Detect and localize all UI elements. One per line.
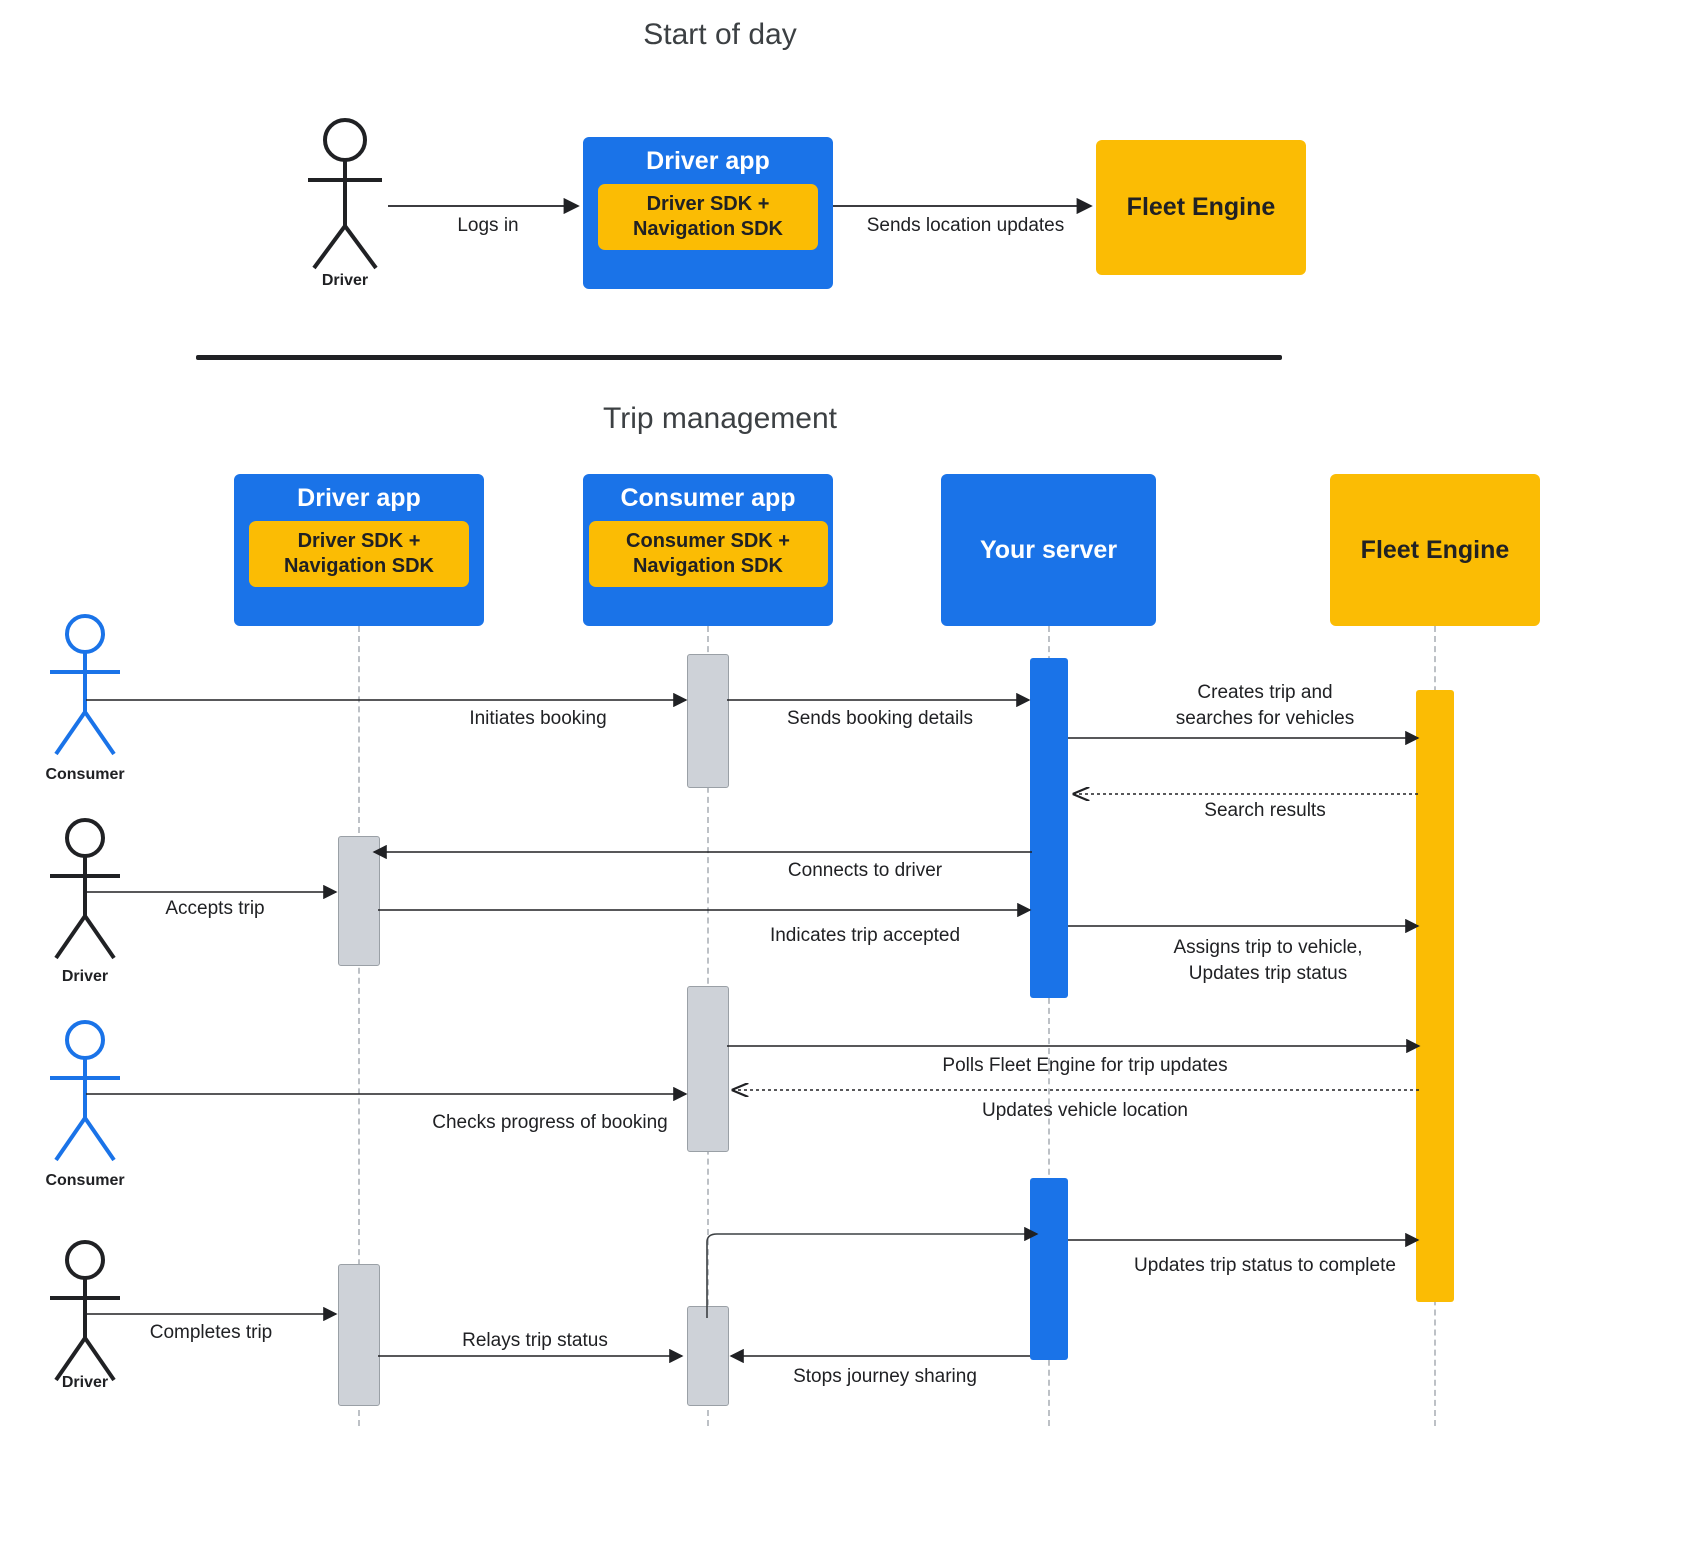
actor-consumer-2-label: Consumer — [45, 1172, 125, 1189]
arrow-connects-to-driver — [370, 844, 1035, 860]
label-creates-trip-l2: searches for vehicles — [1175, 707, 1355, 729]
label-stops-journey-sharing: Stops journey sharing — [793, 1366, 977, 1387]
arrow-logs-in — [388, 196, 588, 216]
arrow-sends-location-updates — [833, 196, 1098, 216]
activation-your-server-1 — [1030, 658, 1068, 998]
actor-driver-1-label: Driver — [61, 968, 109, 985]
participant-consumer-app — [583, 474, 833, 626]
label-sends-location-updates: Sends location updates — [866, 215, 1065, 236]
label-checks-progress: Checks progress of booking — [432, 1112, 668, 1133]
section-divider — [196, 355, 1282, 360]
label-updates-trip-complete: Updates trip status to complete — [1134, 1255, 1396, 1276]
driver-sdk-l2: Navigation SDK — [283, 555, 435, 577]
arrow-initiates-booking — [86, 692, 696, 708]
activation-driver-app-2 — [338, 1264, 380, 1406]
driver-sdk-badge — [598, 184, 818, 250]
arrow-assigns-trip — [1068, 918, 1428, 934]
label-logs-in: Logs in — [457, 215, 519, 236]
label-connects-to-driver: Connects to driver — [787, 860, 943, 881]
label-sends-booking-details: Sends booking details — [787, 708, 973, 729]
participant-consumer-app-title: Consumer app — [620, 484, 796, 512]
label-assigns-trip-l2: Updates trip status — [1188, 962, 1348, 984]
activation-fleet-engine-1 — [1416, 690, 1454, 1302]
arrow-creates-trip — [1068, 730, 1428, 746]
label-assigns-trip-l1: Assigns trip to vehicle, — [1173, 937, 1363, 958]
arrow-indicates-trip-accepted — [378, 902, 1038, 918]
label-polls-fleet-engine: Polls Fleet Engine for trip updates — [942, 1055, 1228, 1076]
consumer-sdk-l2: Navigation SDK — [632, 555, 784, 577]
label-completes-trip: Completes trip — [149, 1322, 273, 1343]
label-indicates-trip-accepted: Indicates trip accepted — [769, 925, 961, 946]
participant-your-server — [941, 474, 1156, 626]
participant-driver-app — [234, 474, 484, 626]
actor-consumer-1-label: Consumer — [45, 766, 125, 783]
arrow-consumer-app-to-server — [707, 1222, 1047, 1332]
label-relays-trip-status: Relays trip status — [462, 1330, 608, 1351]
arrow-updates-vehicle-location — [727, 1082, 1427, 1098]
participant-driver-sdk-badge — [249, 521, 469, 587]
label-initiates-booking: Initiates booking — [469, 708, 607, 729]
arrow-polls-fleet-engine — [727, 1038, 1427, 1054]
consumer-sdk-l1: Consumer SDK + — [626, 530, 790, 552]
participant-fleet-engine: Fleet Engine — [1330, 474, 1540, 626]
box-fleet-engine-start-of-day: Fleet Engine — [1096, 140, 1306, 275]
arrow-stops-journey-sharing — [727, 1348, 1037, 1364]
actor-driver-label: Driver — [321, 272, 369, 289]
arrow-checks-progress — [86, 1086, 696, 1102]
driver-sdk-badge-line2: Navigation SDK — [632, 218, 784, 240]
driver-sdk-l1: Driver SDK + — [297, 530, 421, 552]
actor-driver-2-label: Driver — [61, 1374, 109, 1391]
label-assigns-trip — [1098, 935, 1438, 986]
actor-driver-start-of-day — [300, 118, 390, 278]
participant-your-server-title: Your server — [979, 535, 1118, 564]
label-creates-trip — [1100, 680, 1430, 731]
label-accepts-trip: Accepts trip — [165, 898, 265, 919]
label-creates-trip-l1: Creates trip and — [1197, 682, 1333, 703]
section-title-trip-management: Trip management — [603, 402, 837, 435]
arrow-sends-booking-details — [727, 692, 1037, 708]
section-title-start-of-day: Start of day — [643, 18, 797, 51]
label-search-results: Search results — [1204, 800, 1326, 821]
driver-app-title: Driver app — [646, 147, 770, 175]
driver-sdk-badge-line1: Driver SDK + — [646, 193, 770, 215]
activation-consumer-app-1 — [687, 654, 729, 788]
box-driver-app-start-of-day — [583, 137, 833, 289]
label-updates-vehicle-location: Updates vehicle location — [982, 1100, 1188, 1121]
participant-consumer-sdk-badge — [589, 521, 828, 587]
arrow-completes-trip — [86, 1306, 346, 1322]
participant-driver-app-title: Driver app — [297, 484, 421, 512]
actor-consumer-1 — [40, 614, 130, 764]
arrow-updates-trip-complete — [1068, 1232, 1428, 1248]
